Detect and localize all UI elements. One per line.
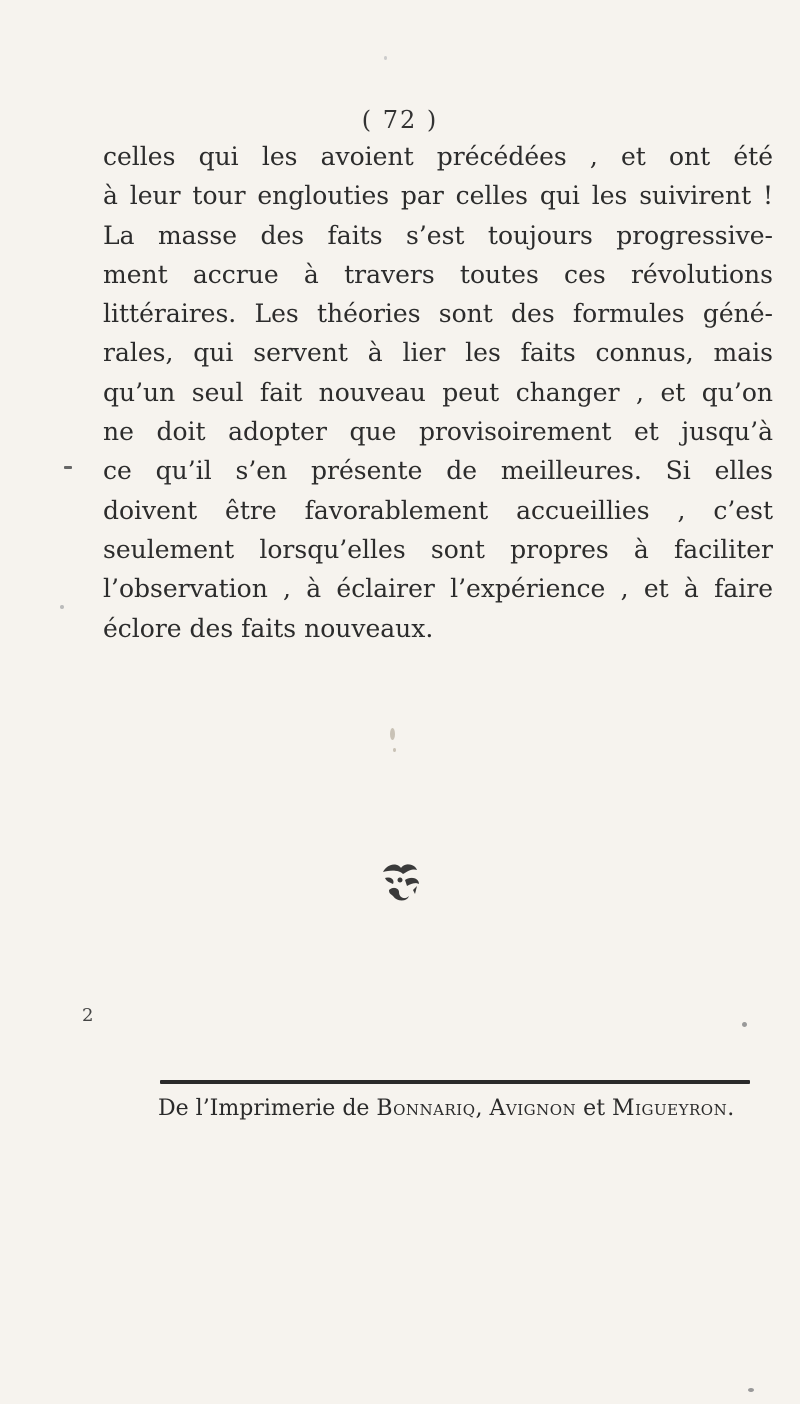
text-line: littéraires. Les théories sont des formules géné- (103, 299, 773, 329)
fleuron-ornament-icon (369, 858, 431, 904)
paper-speck (390, 728, 395, 740)
text-line: l’observation , à éclairer l’expérience , et à faire (103, 574, 773, 604)
horizontal-rule (160, 1080, 750, 1084)
text-line: La masse des faits s’est toujours progressive- (103, 220, 773, 250)
paper-speck (393, 748, 396, 752)
text-line: ce qu’il s’en présente de meilleures. Si elles (103, 456, 773, 486)
text-line: ment accrue à travers toutes ces révolutions (103, 259, 773, 289)
paper-speck (384, 56, 387, 60)
text-line: à leur tour englouties par celles qui les suivirent ! (103, 181, 773, 211)
imprint-printer-2: Migueyron (612, 1096, 728, 1121)
text-line: celles qui les avoient précédées , et ont été (103, 142, 773, 171)
paper-speck (64, 466, 72, 469)
printer-imprint (158, 1096, 758, 1121)
imprint-printer-1: Bonnariq (376, 1096, 476, 1121)
imprint-end: . (727, 1096, 735, 1121)
imprint-city: Avignon (489, 1096, 577, 1121)
paper-speck (742, 1022, 747, 1027)
imprint-conjunction: et (576, 1096, 613, 1121)
page-number: ( 72 ) (361, 106, 439, 134)
paper-speck (60, 605, 64, 609)
text-line: éclore des faits nouveaux. (103, 613, 434, 643)
text-line: doivent être favorablement accueillies , c’est (103, 495, 773, 525)
body-text (103, 137, 773, 648)
text-line: ne doit adopter que provisoirement et jusqu’à (103, 417, 773, 447)
imprint-prefix: De l’Imprimerie de (158, 1096, 377, 1121)
text-line: seulement lorsqu’elles sont propres à faciliter (103, 534, 773, 564)
paper-speck (748, 1388, 754, 1392)
text-line: qu’un seul fait nouveau peut changer , et qu’on (103, 377, 773, 407)
text-line: rales, qui servent à lier les faits connus, mais (103, 338, 773, 368)
margin-mark: 2 (82, 1005, 94, 1026)
imprint-separator: , (475, 1096, 490, 1121)
